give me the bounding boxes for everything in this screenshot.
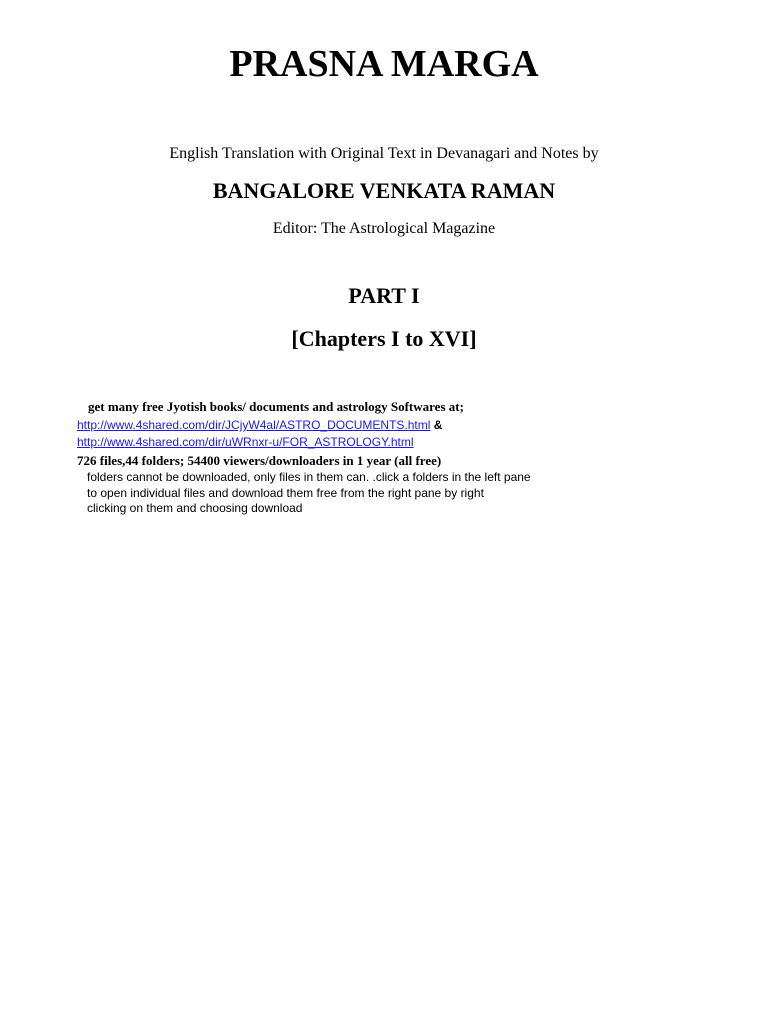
promo-intro: get many free Jyotish books/ documents and astrology Softwares at;	[88, 399, 464, 414]
link-line-1	[77, 418, 442, 433]
astro-documents-link[interactable]: http://www.4shared.com/dir/JCjyW4al/ASTRO_DOCUMENTS.html	[77, 418, 431, 432]
download-instructions	[87, 470, 667, 517]
link-line-2	[77, 435, 414, 450]
instructions-line-1: folders cannot be downloaded, only files in them can. .click a folders in the left pane	[87, 470, 531, 484]
instructions-line-3: clicking on them and choosing download	[87, 501, 303, 515]
for-astrology-link[interactable]: http://www.4shared.com/dir/uWRnxr-u/FOR_ASTROLOGY.html	[77, 435, 414, 449]
download-stats: 726 files,44 folders; 54400 viewers/downloaders in 1 year (all free)	[77, 453, 442, 468]
editor-line: Editor: The Astrological Magazine	[272, 220, 496, 237]
document-title: PRASNA MARGA	[229, 43, 539, 85]
ampersand-text: &	[433, 418, 443, 432]
author-name: BANGALORE VENKATA RAMAN	[212, 178, 556, 203]
part-heading: PART I	[348, 283, 420, 308]
translation-subtitle: English Translation with Original Text in Devanagari and Notes by	[169, 145, 599, 162]
chapters-range: [Chapters I to XVI]	[291, 326, 477, 351]
instructions-line-2: to open individual files and download them free from the right pane by right	[87, 485, 484, 500]
